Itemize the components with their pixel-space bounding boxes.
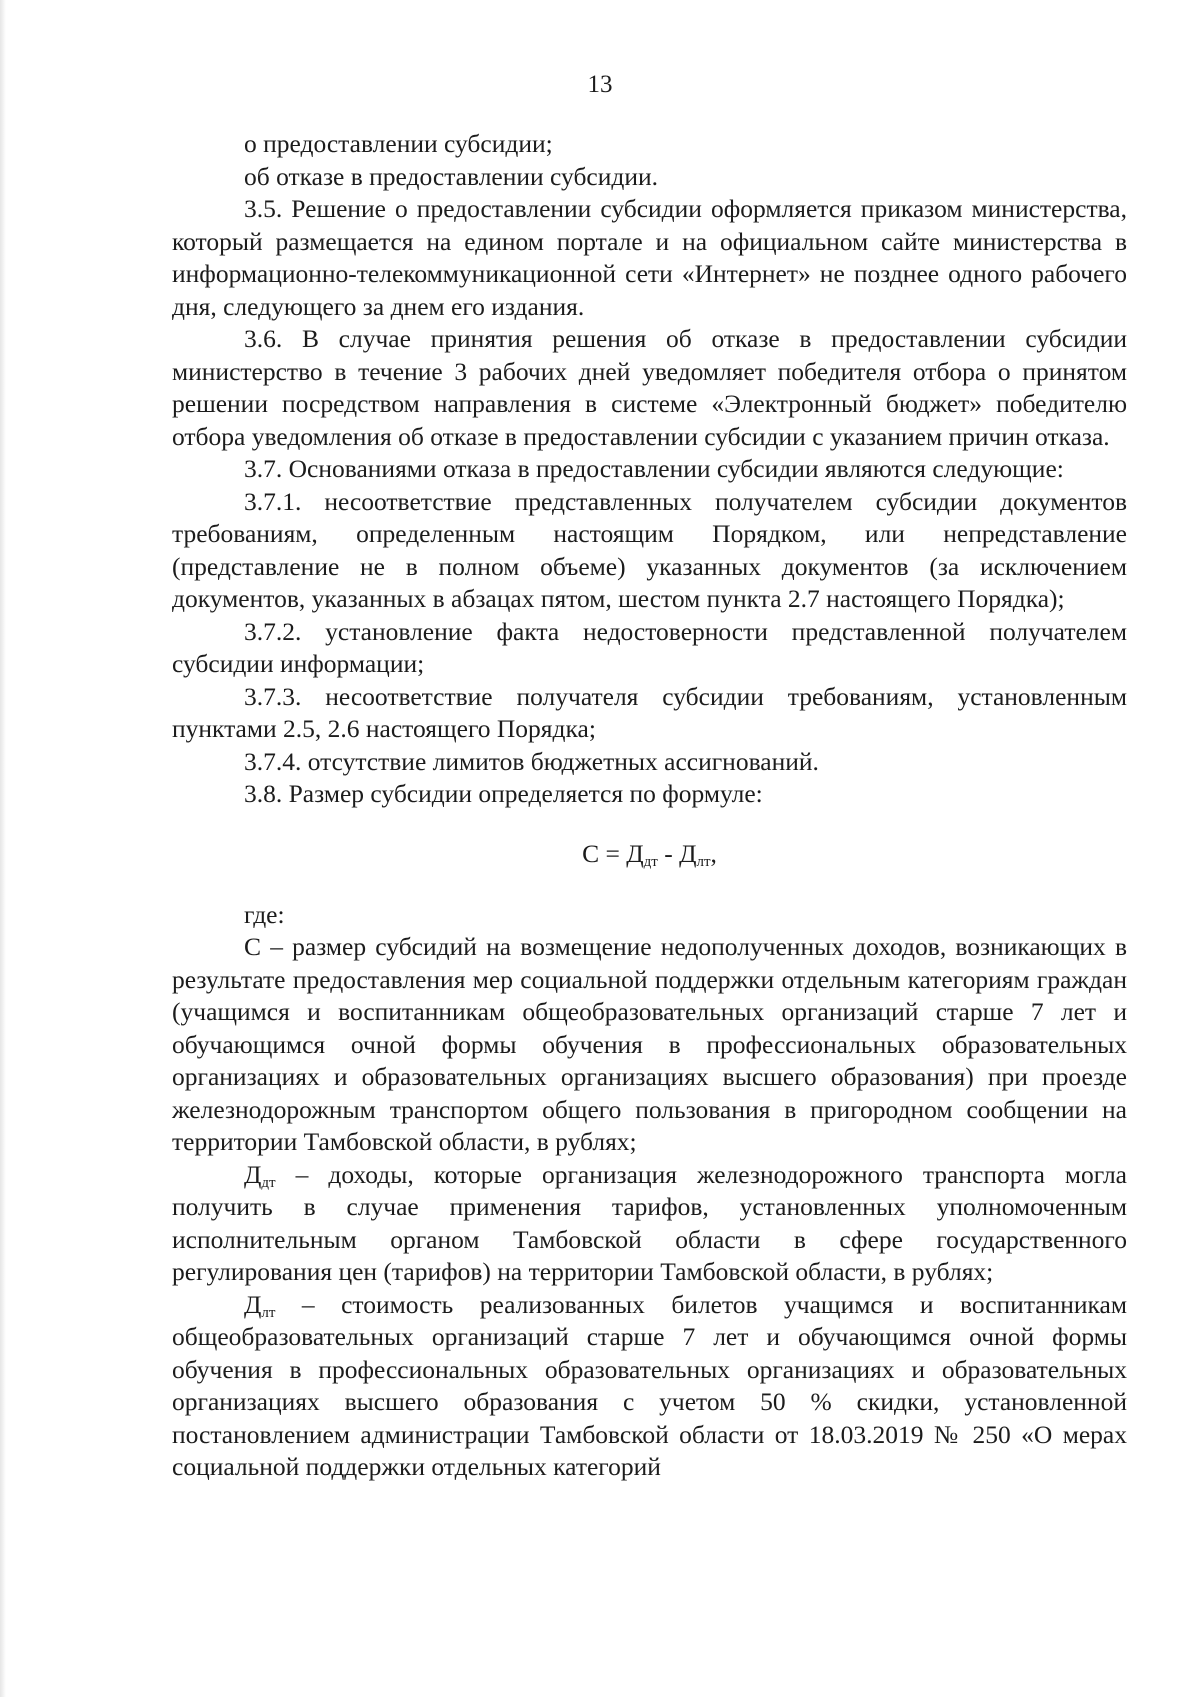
definition-symbol: С (244, 932, 262, 961)
symbol-subscript: лт (261, 1304, 276, 1321)
definition-symbol (244, 1290, 275, 1319)
document-body (172, 128, 1127, 1484)
definition-d-dt (172, 1159, 1127, 1289)
formula-minus: - Д (657, 838, 697, 868)
paragraph-3-5: 3.5. Решение о предоставлении субсидии оформляется приказом министерства, который размещается на едином портале и на официальном сайте министерства в информационно-телекоммуникационной сети «Интернет» не позднее одного рабочего дня, следующего за днем его издания. (172, 194, 1127, 321)
formula-subscript-dt: дт (643, 853, 658, 870)
symbol-letter: Д (244, 1159, 262, 1189)
paragraph-3-7-3: 3.7.3. несоответствие получателя субсидии требованиям, установленным пунктами 2.5, 2.6 настоящего Порядка; (172, 681, 1127, 743)
paragraph-3-8: 3.8. Размер субсидии определяется по формуле: (244, 779, 763, 808)
paragraph-3-7-2: 3.7.2. установление факта недостоверности представленной получателем субсидии информации; (172, 616, 1127, 678)
paragraph-3-7-1: 3.7.1. несоответствие представленных получателем субсидии документов требованиям, определенным настоящим Порядком, или непредставление (представление не в полном объеме) указанных документов (за исключением документов, указанных в абзацах пятом, шестом пункта 2.7 настоящего Порядка); (172, 486, 1127, 613)
definition-text: – размер субсидий на возмещение недополученных доходов, возникающих в результате предоставления мер социальной поддержки отдельным категориям граждан (учащимся и воспитанникам общеобразовательных организаций старше 7 лет и обучающимся очной формы обучения в профессиональных образовательных организациях и образовательных организациях высшего образования) при проезде железнодорожным транспортом общего пользования в пригородном сообщении на территории Тамбовской области, в рублях; (172, 932, 1127, 1156)
paragraph-3-6: 3.6. В случае принятия решения об отказе в предоставлении субсидии министерство в течение 3 рабочих дней уведомляет победителя отбора о принятом решении посредством направления в системе «Электронный бюджет» победителю отбора уведомления об отказе в предоставлении субсидии с указанием причин отказа. (172, 324, 1127, 451)
where-label: где: (244, 899, 285, 929)
scan-edge-shadow (0, 0, 6, 1697)
formula-comma: , (710, 838, 717, 868)
definition-text: – стоимость реализованных билетов учащимся и воспитанникам общеобразовательных организаций старше 7 лет и обучающимся очной формы обучения в профессиональных образовательных организациях и образовательных организациях высшего образования с учетом 50 % скидки, установленной постановлением администрации Тамбовской области от 18.03.2019 № 250 «О мерах социальной поддержки отдельных категорий (172, 1289, 1127, 1481)
subsidy-formula (172, 811, 1127, 899)
page-number: 13 (587, 71, 613, 98)
paragraph-list-item: об отказе в предоставлении субсидии. (244, 161, 659, 191)
paragraph-list-item: о предоставлении субсидии; (244, 129, 553, 158)
paragraph-3-7: 3.7. Основаниями отказа в предоставлении субсидии являются следующие: (244, 454, 1064, 483)
definition-c (172, 931, 1127, 1159)
symbol-letter: Д (244, 1289, 262, 1319)
definition-d-lt (172, 1289, 1127, 1484)
formula-lhs: С = Д (582, 838, 644, 868)
symbol-subscript: дт (261, 1174, 276, 1191)
definition-symbol (244, 1160, 276, 1189)
definition-text: – доходы, которые организация железнодорожного транспорта могла получить в случае применения тарифов, установленных уполномоченным исполнительным органом Тамбовской области в сфере государственного регулирования цен (тарифов) на территории Тамбовской области, в рублях; (172, 1159, 1127, 1286)
formula-subscript-lt: лт (696, 853, 711, 870)
paragraph-3-7-4: 3.7.4. отсутствие лимитов бюджетных ассигнований. (244, 746, 819, 776)
